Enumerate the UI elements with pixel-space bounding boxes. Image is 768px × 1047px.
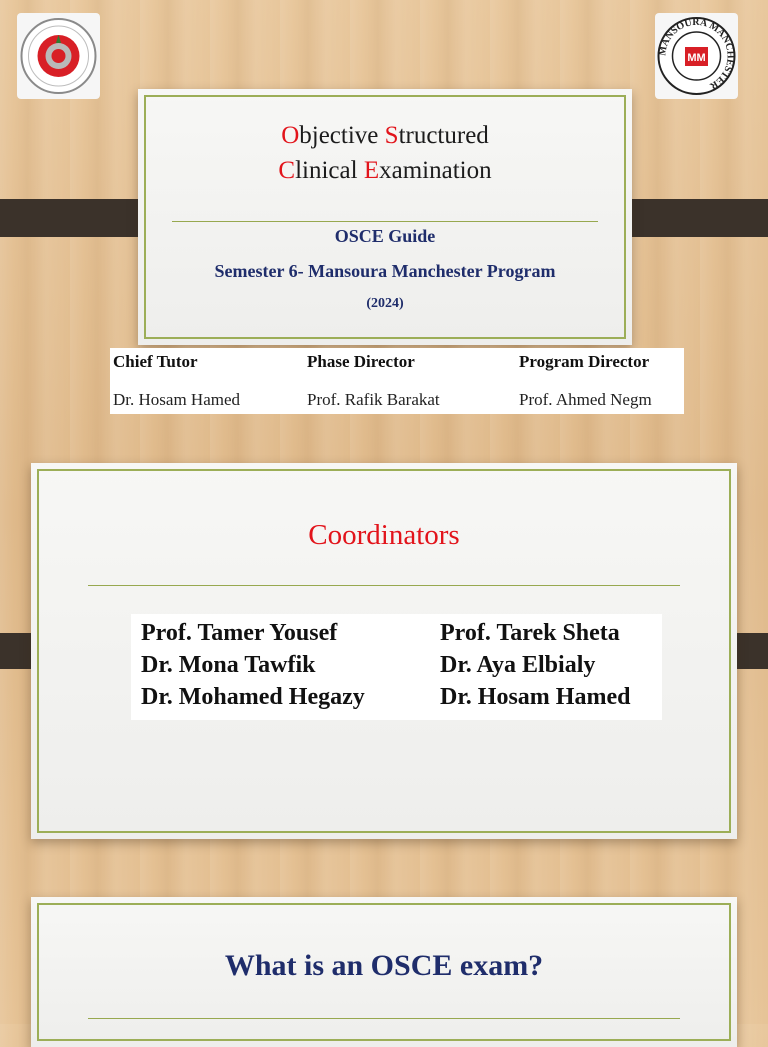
coordinator-name: Dr. Mona Tawfik bbox=[141, 652, 316, 678]
coordinator-name: Prof. Tamer Yousef bbox=[141, 620, 338, 646]
coordinator-name: Dr. Mohamed Hegazy bbox=[141, 684, 365, 710]
faculty-logo bbox=[17, 13, 100, 99]
osce-guide-label: OSCE Guide bbox=[334, 226, 436, 246]
title-letter-s: S bbox=[384, 122, 399, 149]
slide-tab-left bbox=[0, 199, 155, 237]
faculty-seal-icon bbox=[17, 13, 100, 99]
title-letter-e: E bbox=[363, 157, 380, 184]
title-line-2 bbox=[138, 157, 632, 185]
title-card bbox=[138, 89, 632, 345]
program-director-heading: Program Director bbox=[519, 352, 650, 371]
mansoura-manchester-seal-icon bbox=[655, 13, 738, 99]
coordinator-name: Dr. Hosam Hamed bbox=[440, 684, 631, 710]
title-letter-c: C bbox=[278, 157, 296, 184]
title-word-xamination: xamination bbox=[379, 157, 492, 184]
chief-tutor-heading: Chief Tutor bbox=[113, 352, 198, 371]
phase-director-name: Prof. Rafik Barakat bbox=[307, 390, 440, 409]
title-divider bbox=[172, 221, 598, 222]
title-letter-o: O bbox=[281, 122, 300, 149]
slide-tab-right bbox=[613, 199, 768, 237]
coordinators-list bbox=[131, 614, 662, 720]
svg-text:MM: MM bbox=[687, 52, 706, 64]
title-word-linical: linical bbox=[295, 157, 364, 184]
staff-table bbox=[110, 348, 684, 414]
chief-tutor-name: Dr. Hosam Hamed bbox=[113, 390, 241, 409]
title-line-1 bbox=[138, 122, 632, 150]
coordinator-name: Prof. Tarek Sheta bbox=[440, 620, 620, 646]
coordinators-heading: Coordinators bbox=[308, 519, 460, 551]
osce-question-heading: What is an OSCE exam? bbox=[224, 949, 544, 982]
osce-intro-divider bbox=[88, 1018, 680, 1019]
title-word-tructured: tructured bbox=[398, 122, 489, 149]
program-label: Semester 6- Mansoura Manchester Program bbox=[214, 261, 556, 281]
mansoura-manchester-logo bbox=[655, 13, 738, 99]
program-director-name: Prof. Ahmed Negm bbox=[519, 390, 652, 409]
title-word-bjective: bjective bbox=[299, 122, 385, 149]
phase-director-heading: Phase Director bbox=[307, 352, 415, 371]
year-label: (2024) bbox=[366, 296, 404, 311]
osce-intro-card bbox=[31, 897, 737, 1047]
svg-text:MANSOURA MANCHESTER: MANSOURA MANCHESTER bbox=[657, 16, 736, 92]
coordinators-divider bbox=[88, 585, 680, 586]
coordinator-name: Dr. Aya Elbialy bbox=[440, 652, 596, 678]
